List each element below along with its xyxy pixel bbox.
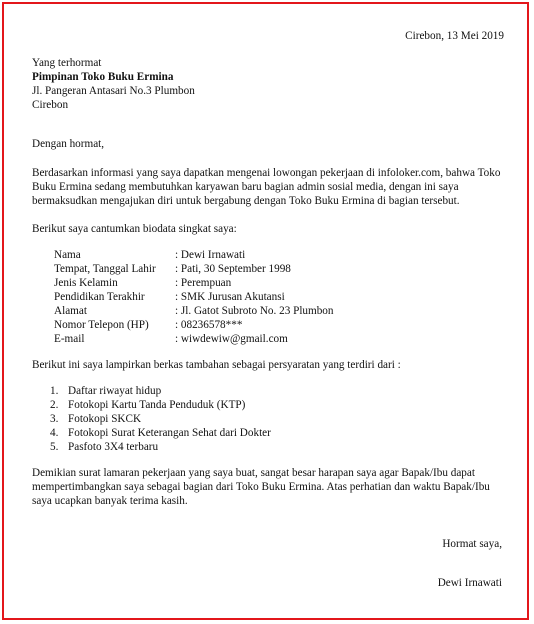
attachment-number: 2. (50, 399, 59, 411)
greeting: Dengan hormat, (32, 138, 105, 150)
closing-line: mempertimbangkan saya sebagai bagian dari Toko Buku Ermina. Atas perhatian dan waktu Bapak/Ibu (32, 481, 490, 493)
biodata-label: Alamat (54, 305, 87, 317)
attachment-number: 1. (50, 385, 59, 397)
letter-date: Cirebon, 13 Mei 2019 (405, 30, 504, 42)
biodata-label: E-mail (54, 333, 85, 345)
closing-line: saya ucapkan banyak terima kasih. (32, 495, 188, 507)
biodata-label: Tempat, Tanggal Lahir (54, 263, 156, 275)
recipient-salutation-line: Yang terhormat (32, 57, 102, 69)
intro-line: Berdasarkan informasi yang saya dapatkan mengenai lowongan pekerjaan di infoloker.com, bahwa Toko (32, 167, 501, 179)
intro-line: bermaksudkan mengajukan diri untuk bergabung dengan Toko Buku Ermina di bagian tersebut. (32, 195, 460, 207)
signer-name: Dewi Irnawati (437, 577, 502, 589)
attachment-number: 5. (50, 441, 59, 453)
attachments-intro: Berikut ini saya lampirkan berkas tambahan sebagai persyaratan yang terdiri dari : (32, 359, 401, 371)
biodata-value: : Dewi Irnawati (175, 249, 246, 261)
biodata-label: Pendidikan Terakhir (54, 291, 145, 303)
biodata-value: : SMK Jurusan Akutansi (175, 291, 285, 303)
biodata-value: : Perempuan (175, 277, 232, 289)
biodata-label: Jenis Kelamin (54, 277, 118, 289)
attachment-number: 3. (50, 413, 59, 425)
attachment-item: Fotokopi Surat Keterangan Sehat dari Dokter (68, 427, 271, 439)
recipient-city: Cirebon (32, 99, 69, 111)
biodata-value: : 08236578*** (175, 319, 243, 331)
attachment-item: Fotokopi Kartu Tanda Penduduk (KTP) (68, 399, 246, 411)
closing-line: Demikian surat lamaran pekerjaan yang saya buat, sangat besar harapan saya agar Bapak/Ibu dapat (32, 467, 475, 479)
biodata-label: Nama (54, 249, 81, 261)
biodata-intro: Berikut saya cantumkan biodata singkat saya: (32, 223, 237, 235)
biodata-value: : Pati, 30 September 1998 (175, 263, 291, 275)
recipient-name: Pimpinan Toko Buku Ermina (32, 71, 174, 83)
signoff: Hormat saya, (442, 538, 502, 550)
biodata-label: Nomor Telepon (HP) (54, 319, 149, 331)
recipient-address: Jl. Pangeran Antasari No.3 Plumbon (32, 85, 195, 97)
attachment-item: Pasfoto 3X4 terbaru (68, 441, 159, 453)
intro-line: Buku Ermina sedang membutuhkan karyawan baru bagian admin sosial media, dengan ini saya (32, 181, 459, 193)
biodata-value: : Jl. Gatot Subroto No. 23 Plumbon (175, 305, 334, 317)
attachment-item: Daftar riwayat hidup (68, 385, 162, 397)
biodata-value: : wiwdewiw@gmail.com (175, 333, 288, 345)
attachment-item: Fotokopi SKCK (68, 413, 142, 425)
attachment-number: 4. (50, 427, 59, 439)
